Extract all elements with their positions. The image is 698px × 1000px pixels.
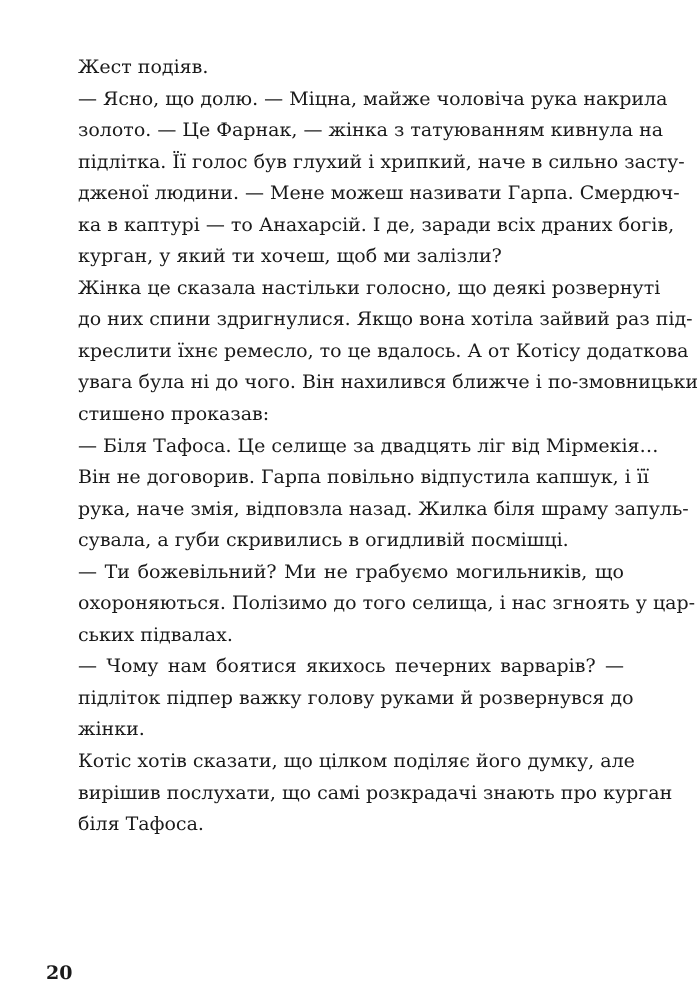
- text-line: біля Тафоса.: [78, 813, 204, 836]
- text-line: — Ясно, що долю. — Міцна, майже чоловіча рука накрила: [78, 87, 668, 110]
- text-line: вирішив послухати, що самі розкрадачі знають про курган: [78, 781, 673, 804]
- text-line: ських підвалах.: [78, 623, 233, 646]
- text-line: до них спини здригнулися. Якщо вона хотіла зайвий раз під-: [78, 308, 693, 331]
- text-line: ка в каптурі — то Анахарсій. І де, заради всіх драних богів,: [78, 213, 675, 236]
- text-line: Жест подіяв.: [78, 56, 209, 78]
- text-line: рука, наче змія, відповзла назад. Жилка біля шраму запуль-: [78, 497, 689, 520]
- text-line: — Чому нам боятися якихось печерних варварів? —: [78, 655, 624, 678]
- text-line: підлітка. Її голос був глухий і хрипкий, наче в сильно засту-: [78, 150, 685, 173]
- text-line: жінки.: [78, 718, 145, 741]
- text-line: охороняються. Полізимо до того селища, і нас згноять у цар-: [78, 592, 696, 615]
- text-line: підліток підпер важку голову руками й розвернувся до: [78, 686, 634, 709]
- body-text: [78, 52, 698, 841]
- text-line: — Ти божевільний? Ми не грабуємо могильників, що: [78, 560, 624, 583]
- text-line: Котіс хотів сказати, що цілком поділяє його думку, але: [78, 750, 635, 773]
- text-line: стишено проказав:: [78, 403, 270, 426]
- text-line: увага була ні до чого. Він нахилився ближче і по-змовницьки: [78, 371, 698, 394]
- text-line: — Біля Тафоса. Це селище за двадцять ліг від Мірмекія…: [78, 434, 659, 457]
- text-line: дженої людини. — Мене можеш називати Гарпа. Смердюч-: [78, 182, 680, 205]
- page-number: 20: [46, 962, 73, 984]
- text-line: курган, у який ти хочеш, щоб ми залізли?: [78, 245, 502, 268]
- text-line: креслити їхнє ремесло, то це вдалось. А от Котісу додаткова: [78, 339, 689, 362]
- text-line: золото. — Це Фарнак, — жінка з татуюванням кивнула на: [78, 119, 664, 142]
- text-line: сувала, а губи скривились в огидливій посмішці.: [78, 529, 569, 552]
- text-line: Він не договорив. Гарпа повільно відпустила капшук, і її: [78, 466, 649, 489]
- text-line: Жінка це сказала настільки голосно, що деякі розвернуті: [78, 276, 661, 299]
